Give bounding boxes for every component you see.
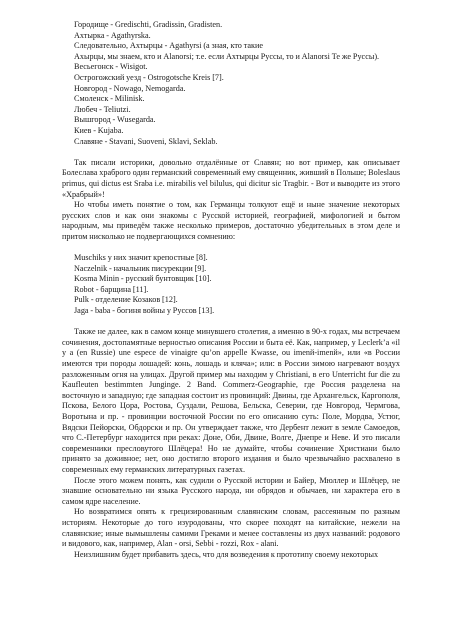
list-item: Robot - барщина [11]. <box>74 284 149 294</box>
list-item: Pulk - отделение Козаков [12]. <box>74 295 178 305</box>
text-column <box>62 20 400 560</box>
list-item: Ахырцы, мы знаем, кто и Alanorsi; т.е. если Ахтырцы Руссы, то и Alanorsi Те же Руссы). <box>74 51 380 61</box>
list-item: Новгород - Nowago, Nemogarda. <box>74 83 186 93</box>
list-item: Смоленск - Milinisk. <box>74 94 145 104</box>
list-item: Вышгород - Wusegarda. <box>74 115 156 125</box>
list-item: Naczelnik - начальник писурекции [9]. <box>74 263 207 273</box>
spacer <box>62 242 400 253</box>
word-list <box>62 253 400 317</box>
list-item: Любеч - Teliutzi. <box>74 104 131 114</box>
list-item: Весьегонск - Wisigot. <box>74 62 148 72</box>
list-item: Muschiks у них значит крепостные [8]. <box>74 253 208 263</box>
list-item: Киев - Kujaba. <box>74 125 124 135</box>
paragraph: Но чтобы иметь понятие о том, как Германцы толкуют ещё и ныне значение некоторых русских слов и как они знакомы с Русской историей, географией, мифологией и бытом народным, мы приведём также несколько примеров, достаточно убедительных в этом деле и притом нисколько не подвергающихся сомнению: <box>62 200 400 241</box>
spacer <box>62 147 400 158</box>
list-item: Городище - Gredischti, Gradissin, Gradisten. <box>74 20 223 29</box>
list-item: Славяне - Stavani, Suoveni, Sklavi, Seklab. <box>74 136 218 146</box>
paragraph: Неизлишним будет прибавить здесь, что для возведения к прототипу своему некоторых <box>74 549 379 559</box>
list-item: Острогожский уезд - Ostrogotsche Kreis [7]. <box>74 72 224 82</box>
list-item: Kosma Minin - русский бунтовщик [10]. <box>74 274 212 284</box>
list-item: Jaga - baba - богиня войны у Руссов [13]. <box>74 306 215 316</box>
paragraph: Также не далее, как в самом конце минувшего столетия, а именно в 90-х годах, мы встречаем сочинения, достопамятные верностью описания России и быта её. Как, например, у Leclerk’а «il y a (en Russie) une espece de vinaigre qu’on appelle Kwasse, ou imenй-imenй», или «в России имеются три породы лошадей: конь, лошадь и кляча»; или: в России зимою нагревают воздух разложенным огня на улицах. Другой пример мы находим у Christiani, в его Unterricht fur die zu Kaufleuten bestimmten Junginge. 2 Band. Commerz-Geographie, где Россия разделена на восточную и западную; где западная состоит из провинций: Двины, где Архангельск, Каргополя, Пскова, Белого Цора, Ростова, Суздали, Решова, Бельска, Северии, где Новгород, Чермгова, Воротына и пр. - провинции восточной России по его описанию суть: Поле, Мордва, Устюг, Вядски Пейорски, Обдорски и пр. Он утверждает также, что Дербент лежит в земле Самоедов, что С.-Петербург находится при реках: Доне, Оби, Двине, Волге, Днепре и Неве. И это писали современники пресловутого Шлёцера! Но не думайте, чтобы сочинение Христиани было принято за доживное; нет, оно достигло второго издания и было чрезвычайно расхвалено в современных ему германских литературных газетах. <box>62 327 400 474</box>
toponym-list <box>62 20 400 147</box>
spacer <box>62 317 400 328</box>
paragraph: После этого можем понять, как судили о Русской истории и Байер, Мюллер и Шлёцер, не знавшие основательно ни языка Русского народа, ни обрядов и обычаев, ни характера его в самом ядре население. <box>62 475 400 506</box>
paragraph: Но возвратимся опять к грецизированным славянским словам, рассеянным по разным историям. Некоторые до того изуродованы, что скорее походят на китайские, нежели на славянские; иные вымышлены самими Греками и менее составлены из двух названий: родового и видового, как, например, Alan - orsi, Sebbi - rozzi, Rox - alani. <box>62 507 400 549</box>
list-item: Следовательно, Ахтырцы - Agathyrsi (а зная, кто такие <box>74 41 264 51</box>
paragraph: Так писали историки, довольно отдалённые от Славян; но вот пример, как описывает Болеслава храброго один германский современный ему священник, живший в Польше; Boleslaus primus, qui dictus est Sraba i.e. mirabilis vel bilulus, qui dicitur sic Tragbir. - Вот и выводите из этого «Храбрый»! <box>62 157 400 199</box>
list-item: Ахтырка - Agathyrska. <box>74 30 151 40</box>
